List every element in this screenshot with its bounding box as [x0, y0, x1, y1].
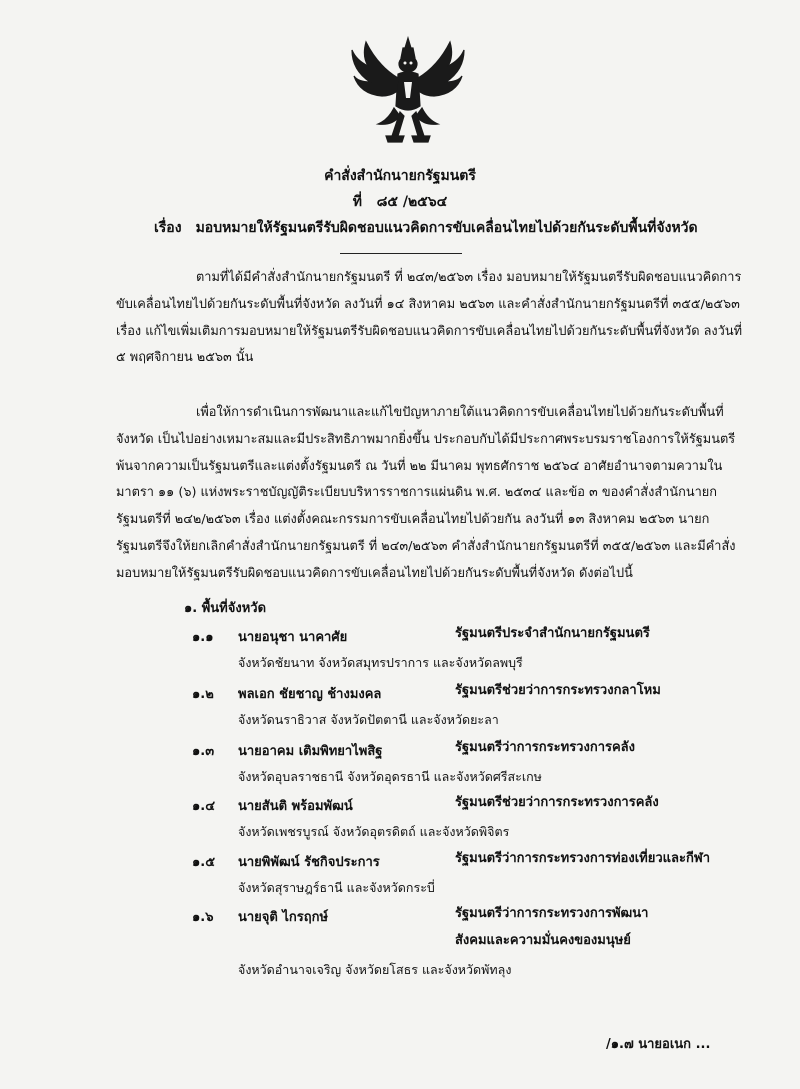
assignment-number: ๑.๕ — [192, 855, 216, 870]
minister-name: นายอนุชา นาคาศัย — [238, 630, 348, 645]
paragraph-order — [116, 400, 744, 588]
assigned-provinces: จังหวัดอุบลราชธานี จังหวัดอุดรธานี และจังหวัดศรีสะเกษ — [238, 769, 542, 784]
minister-name: นายอาคม เติมพิทยาไพสิฐ — [238, 744, 383, 759]
paragraph-reference — [116, 265, 744, 372]
minister-name: นายจุติ ไกรฤกษ์ — [238, 910, 329, 925]
subject-text: มอบหมายให้รัฐมนตรีรับผิดชอบแนวคิดการขับเคลื่อนไทยไปด้วยกันระดับพื้นที่จังหวัด — [195, 220, 698, 236]
minister-name: นายพิพัฒน์ รัชกิจประการ — [238, 855, 380, 870]
subject-label: เรื่อง — [154, 220, 182, 236]
minister-position: รัฐมนตรีช่วยว่าการกระทรวงกลาโหม — [455, 683, 661, 698]
assignment-number: ๑.๖ — [192, 910, 214, 925]
continuation-note: /๑.๗ นายอเนก ... — [606, 1037, 711, 1052]
paragraph-1-text: ตามที่ได้มีคำสั่งสำนักนายกรัฐมนตรี ที่ ๒๔๓/๒๕๖๓ เรื่อง มอบหมายให้รัฐมนตรีรับผิดชอบแนวคิดการขับเคลื่อนไทยไปด้วยกันระดับพื้นที่จังหวัด ลงวันที่ ๑๔ สิงหาคม ๒๕๖๓ และคำสั่งสำนักนายกรัฐมนตรีที่ ๓๕๕/๒๕๖๓ เรื่อง แก้ไขเพิ่มเติมการมอบหมายให้รัฐมนตรีรับผิดชอบแนวคิดการขับเคลื่อนไทยไปด้วยกันระดับพื้นที่จังหวัด ลงวันที่ ๕ พฤศจิกายน ๒๕๖๓ นั้น — [116, 270, 743, 366]
divider — [340, 253, 462, 254]
assigned-provinces: จังหวัดชัยนาท จังหวัดสมุทรปราการ และจังหวัดลพบุรี — [238, 655, 523, 670]
assigned-provinces: จังหวัดนราธิวาส จังหวัดปัตตานี และจังหวัดยะลา — [238, 712, 499, 727]
section-heading: ๑. พื้นที่จังหวัด — [184, 601, 267, 616]
minister-position-line-2: สังคมและความมั่นคงของมนุษย์ — [455, 933, 631, 948]
assignment-number: ๑.๓ — [192, 744, 215, 759]
assigned-provinces: จังหวัดสุราษฎร์ธานี และจังหวัดกระบี่ — [238, 880, 435, 895]
minister-position-line-1: รัฐมนตรีว่าการกระทรวงการพัฒนา — [455, 906, 649, 921]
minister-position: รัฐมนตรีช่วยว่าการกระทรวงการคลัง — [455, 795, 659, 810]
garuda-emblem — [348, 36, 468, 148]
assignment-number: ๑.๔ — [192, 799, 216, 814]
minister-position: รัฐมนตรีว่าการกระทรวงการคลัง — [455, 740, 635, 755]
minister-name: พลเอก ชัยชาญ ช้างมงคล — [238, 687, 382, 702]
minister-name: นายสันติ พร้อมพัฒน์ — [238, 799, 353, 814]
assignment-number: ๑.๑ — [192, 630, 214, 645]
assignment-number: ๑.๒ — [192, 687, 214, 702]
order-number: ที่ ๘๕ /๒๕๖๔ — [352, 194, 448, 210]
minister-position: รัฐมนตรีว่าการกระทรวงการท่องเที่ยวและกีฬา — [455, 851, 711, 866]
assigned-provinces: จังหวัดเพชรบูรณ์ จังหวัดอุตรดิตถ์ และจังหวัดพิจิตร — [238, 824, 510, 839]
paragraph-2-text: เพื่อให้การดำเนินการพัฒนาและแก้ไขปัญหาภายใต้แนวคิดการขับเคลื่อนไทยไปด้วยกันระดับพื้นที่จังหวัด เป็นไปอย่างเหมาะสมและมีประสิทธิภาพมากยิ่งขึ้น ประกอบกับได้มีประกาศพระบรมราชโองการให้รัฐมนตรีพ้นจากความเป็นรัฐมนตรีและแต่งตั้งรัฐมนตรี ณ วันที่ ๒๒ มีนาคม พุทธศักราช ๒๕๖๔ อาศัยอำนาจตามความในมาตรา ๑๑ (๖) แห่งพระราชบัญญัติระเบียบบริหารราชการแผ่นดิน พ.ศ. ๒๕๓๔ และข้อ ๓ ของคำสั่งสำนักนายกรัฐมนตรีที่ ๒๔๒/๒๕๖๓ เรื่อง แต่งตั้งคณะกรรมการขับเคลื่อนไทยไปด้วยกัน ลงวันที่ ๑๓ สิงหาคม ๒๕๖๓ นายกรัฐมนตรีจึงให้ยกเลิกคำสั่งสำนักนายกรัฐมนตรี ที่ ๒๔๓/๒๕๖๓ คำสั่งสำนักนายกรัฐมนตรีที่ ๓๕๕/๒๕๖๓ และมีคำสั่งมอบหมายให้รัฐมนตรีรับผิดชอบแนวคิดการขับเคลื่อนไทยไปด้วยกันระดับพื้นที่จังหวัด ดังต่อไปนี้ — [116, 405, 736, 581]
subject-line — [154, 217, 698, 239]
minister-position: รัฐมนตรีประจำสำนักนายกรัฐมนตรี — [455, 626, 650, 641]
assigned-provinces: จังหวัดอำนาจเจริญ จังหวัดยโสธร และจังหวัดพัทลุง — [238, 962, 512, 977]
order-title: คำสั่งสำนักนายกรัฐมนตรี — [324, 168, 476, 184]
